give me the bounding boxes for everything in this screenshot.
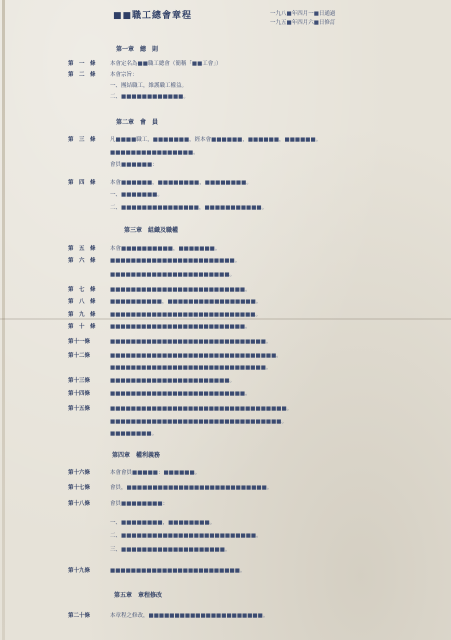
article-18-label: 第十八條 <box>68 501 91 507</box>
article-4-item-1: 一、■■■■■■■。 <box>110 192 163 198</box>
article-10-text: ■■■■■■■■■■■■■■■■■■■■■■■■■■。 <box>110 324 251 330</box>
chapter-1-heading: 第一章 總 則 <box>116 46 159 53</box>
article-15-text-2: ■■■■■■■■■■■■■■■■■■■■■■■■■■■■■■■■■。 <box>110 419 287 425</box>
article-20-label: 第二十條 <box>68 613 91 619</box>
article-3-text-3: 會員■■■■■■： <box>110 162 158 168</box>
article-16-label: 第十六條 <box>68 470 91 476</box>
article-2-label: 第 二 條 <box>68 72 96 78</box>
chapter-3-heading: 第三章 組織及職權 <box>124 227 179 234</box>
article-9-text: ■■■■■■■■■■■■■■■■■■■■■■■■■■■■。 <box>110 312 262 318</box>
article-15-text: ■■■■■■■■■■■■■■■■■■■■■■■■■■■■■■■■■■。 <box>110 406 293 412</box>
article-9-label: 第 九 條 <box>68 312 96 318</box>
article-18-item-3: 三、■■■■■■■■■■■■■■■■■■■■。 <box>110 547 231 553</box>
article-16-text: 本會會員■■■■■：■■■■■■。 <box>110 470 201 476</box>
article-19-label: 第十九條 <box>68 568 91 574</box>
article-17-label: 第十七條 <box>68 485 91 491</box>
article-1-label: 第 一 條 <box>68 61 96 67</box>
article-17-text: 會員，■■■■■■■■■■■■■■■■■■■■■■■■■■■。 <box>110 485 273 491</box>
article-6-text-2: ■■■■■■■■■■■■■■■■■■■■■■■。 <box>110 272 236 278</box>
article-10-label: 第 十 條 <box>68 324 96 330</box>
article-3-text: 凡■■■■職工，■■■■■■■，經本會■■■■■■，■■■■■■，■■■■■■。 <box>110 137 322 143</box>
date-revised: 一九五■年四月六■日修訂 <box>270 20 336 26</box>
article-20-text: 本章程之修改，■■■■■■■■■■■■■■■■■■■■■■。 <box>110 613 269 619</box>
article-7-text: ■■■■■■■■■■■■■■■■■■■■■■■■■■。 <box>110 287 251 293</box>
article-18-item-1: 一、■■■■■■■■，■■■■■■■■。 <box>110 520 216 526</box>
article-3-text-2: ■■■■■■■■■■■■■■■■。 <box>110 150 199 156</box>
article-19-text: ■■■■■■■■■■■■■■■■■■■■■■■■■。 <box>110 568 246 574</box>
article-12-text: ■■■■■■■■■■■■■■■■■■■■■■■■■■■■■■■■。 <box>110 353 282 359</box>
chapter-2-heading: 第二章 會 員 <box>116 119 159 126</box>
article-4-item-2: 二、■■■■■■■■■■■■■■■，■■■■■■■■■■■。 <box>110 205 268 211</box>
article-5-text: 本會■■■■■■■■■■，■■■■■■■。 <box>110 246 221 252</box>
article-2-item-1: 一、團結職工，維護職工權益。 <box>110 83 188 89</box>
document-title: ■■職工總會章程 <box>113 11 193 21</box>
article-4-label: 第 四 條 <box>68 180 96 186</box>
article-11-label: 第十一條 <box>68 339 91 345</box>
article-2-text: 本會宗旨： <box>110 72 138 78</box>
article-6-text: ■■■■■■■■■■■■■■■■■■■■■■■■。 <box>110 258 241 264</box>
document-dates <box>270 10 335 28</box>
article-18-item-2: 二、■■■■■■■■■■■■■■■■■■■■■■■■■■。 <box>110 533 262 539</box>
article-4-text: 本會■■■■■■，■■■■■■■■，■■■■■■■■。 <box>110 180 252 186</box>
article-18-text: 會員■■■■■■■■： <box>110 501 169 507</box>
article-11-text: ■■■■■■■■■■■■■■■■■■■■■■■■■■■■■■。 <box>110 339 272 345</box>
chapter-5-heading: 第五章 章程修改 <box>114 592 163 599</box>
chapter-4-heading: 第四章 權利義務 <box>112 452 161 459</box>
article-6-label: 第 六 條 <box>68 258 96 264</box>
article-14-text: ■■■■■■■■■■■■■■■■■■■■■■■■■■。 <box>110 391 251 397</box>
article-15-label: 第十五條 <box>68 406 91 412</box>
article-12-text-2: ■■■■■■■■■■■■■■■■■■■■■■■■■■■■■■。 <box>110 365 272 371</box>
article-1-text: 本會定名為■■職工總會（簡稱「■■工會」） <box>110 61 222 67</box>
article-8-label: 第 八 條 <box>68 299 96 305</box>
article-13-label: 第十三條 <box>68 378 91 384</box>
paper-fold <box>0 318 451 320</box>
article-14-label: 第十四條 <box>68 391 91 397</box>
article-2-item-2: 二、■■■■■■■■■■■■。 <box>110 94 189 100</box>
article-13-text: ■■■■■■■■■■■■■■■■■■■■■■■。 <box>110 378 236 384</box>
article-12-label: 第十二條 <box>68 353 91 359</box>
date-passed: 一九八■年四月一■日通過 <box>270 11 336 17</box>
article-3-label: 第 三 條 <box>68 137 96 143</box>
article-7-label: 第 七 條 <box>68 287 96 293</box>
article-8-text: ■■■■■■■■■■，■■■■■■■■■■■■■■■■■。 <box>110 299 262 305</box>
article-5-label: 第 五 條 <box>68 246 96 252</box>
article-15-text-3: ■■■■■■■■。 <box>110 431 158 437</box>
